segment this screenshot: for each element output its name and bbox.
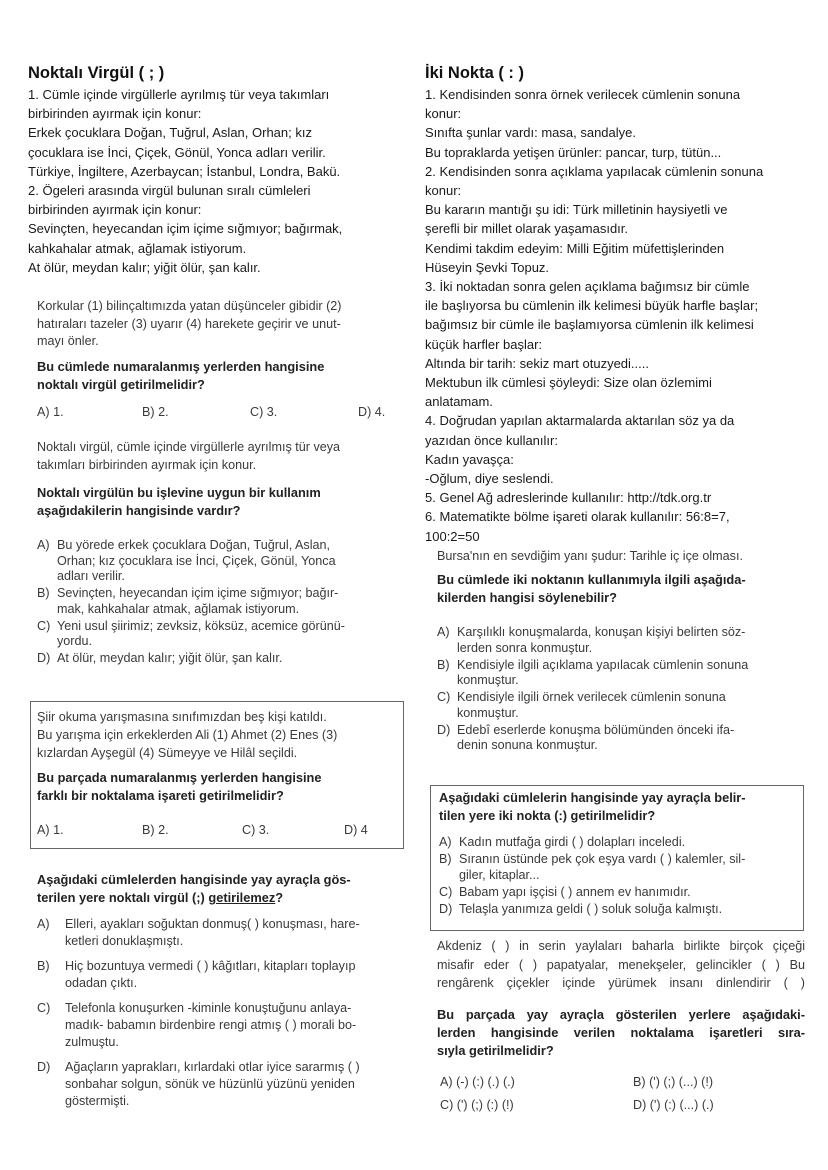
rule-line: Bu kararın mantığı şu idi: Türk milletinin haysiyetli ve <box>425 202 728 218</box>
question-7-prompt <box>437 1006 805 1060</box>
rule-line: -Oğlum, diye seslendi. <box>425 471 554 487</box>
option-text <box>457 690 726 721</box>
option-label: B) <box>437 657 450 672</box>
rule-line: ile başlıyorsa bu cümlenin ilk kelimesi büyük harfle başlar; <box>425 298 759 314</box>
option-line: Edebî eserlerde konuşma bölümünden önceki ifa- <box>457 722 735 737</box>
rule-line: birbirinden ayırmak için konur: <box>28 106 202 122</box>
option-d[interactable]: D) (') (:) (...) (.) <box>633 1098 714 1112</box>
option-label: B) <box>37 586 50 600</box>
passage-line: takımları birbirinden ayırmak için konur. <box>37 457 257 472</box>
option-text <box>459 902 722 918</box>
question-7-passage <box>437 937 805 993</box>
question-6-options <box>439 835 745 919</box>
option-d[interactable]: D) 4 <box>344 823 368 837</box>
option-line: ketleri donuklaşmıştı. <box>65 934 184 948</box>
answer-option[interactable] <box>437 723 748 754</box>
option-line: Sevinçten, heyecandan içim içime sığmıyor; bağır- <box>57 586 339 600</box>
option-text <box>57 651 282 667</box>
passage-line: Şiir okuma yarışmasına sınıfımızdan beş kişi katıldı. <box>37 710 327 724</box>
passage-line: Korkular (1) bilinçaltımızda yatan düşünceler gibidir (2) <box>37 299 342 313</box>
passage-line: Bursa'nın en sevdiğim yanı şudur: Tarihle iç içe olması. <box>437 549 743 563</box>
prompt-line: Aşağıdaki cümlelerin hangisinde yay ayraçla belir- <box>439 790 746 805</box>
question-2-options <box>37 538 345 668</box>
passage-line: rengârenk çiçekler içinde yürümek insanı dinlendirir ( ) <box>437 976 805 990</box>
question-1-options <box>37 403 385 421</box>
option-line: Ağaçların yaprakları, kırlardaki otlar iyice sararmış ( ) <box>65 1060 360 1074</box>
question-2-passage <box>37 439 340 474</box>
option-line: göstermişti. <box>65 1094 130 1108</box>
section-heading-semicolon: Noktalı Virgül ( ; ) <box>28 64 165 82</box>
option-text <box>459 885 691 901</box>
question-3-box <box>30 701 404 849</box>
rule-line: 3. İki noktadan sonra gelen açıklama bağımsız bir cümle <box>425 279 750 295</box>
option-label: A) <box>37 917 50 931</box>
option-label: D) <box>37 1060 51 1074</box>
rule-line: Erkek çocuklara Doğan, Tuğrul, Aslan, Orhan; kız <box>28 125 312 141</box>
rule-line: 2. Ögeleri arasında virgül bulunan sıralı cümleleri <box>28 183 311 199</box>
rule-line: 100:2=50 <box>425 528 480 544</box>
rule-line: küçük harfler başlar: <box>425 336 543 352</box>
rule-line: 5. Genel Ağ adreslerinde kullanılır: http://tdk.org.tr <box>425 490 712 506</box>
question-6-prompt <box>439 789 746 824</box>
question-4-prompt <box>37 871 351 907</box>
rule-line: bağımsız bir cümle ile başlamıyorsa cümlenin ilk kelimesi <box>425 317 754 333</box>
prompt-line: lerden hangisinde verilen noktalama işaretleri sıra- <box>437 1025 805 1040</box>
question-7-options <box>440 1071 714 1117</box>
answer-option[interactable] <box>37 1000 360 1051</box>
option-line: Kadın mutfağa girdi ( ) dolapları inceledi. <box>459 835 686 849</box>
prompt-line: kilerden hangisi söylenebilir? <box>437 590 617 605</box>
option-c[interactable]: C) (') (;) (:) (!) <box>440 1098 514 1112</box>
rule-line: At ölür, meydan kalır; yiğit ölür, şan kalır. <box>28 259 261 275</box>
question-4-options <box>37 916 360 1118</box>
option-line: Kendisiyle ilgili örnek verilecek cümlenin sonuna <box>457 690 726 704</box>
answer-option[interactable] <box>37 538 345 585</box>
prompt-line: Bu parçada numaralanmış yerlerden hangisine <box>37 770 322 785</box>
question-1-passage <box>37 298 341 351</box>
option-line: Orhan; kız çocuklara ise İnci, Çiçek, Gönül, Yonca <box>57 553 336 568</box>
option-line: lerden sonra konmuştur. <box>457 640 593 655</box>
answer-option[interactable] <box>37 1059 360 1110</box>
question-3-prompt <box>37 769 321 805</box>
prompt-line: Bu cümlede iki noktanın kullanımıyla ilgili aşağıda- <box>437 572 746 587</box>
option-text <box>457 625 745 656</box>
option-a[interactable]: A) 1. <box>37 405 64 419</box>
section-heading-colon: İki Nokta ( : ) <box>425 64 525 82</box>
option-text <box>65 958 355 992</box>
answer-option[interactable] <box>439 885 745 901</box>
option-label: D) <box>439 901 453 916</box>
option-d[interactable]: D) 4. <box>358 405 386 419</box>
option-label: B) <box>37 959 50 973</box>
option-line: Bu yörede erkek çocuklara Doğan, Tuğrul, Aslan, <box>57 538 331 552</box>
option-line: At ölür, meydan kalır; yiğit ölür, şan kalır. <box>57 651 283 665</box>
option-label: C) <box>439 884 453 899</box>
option-label: D) <box>437 722 451 737</box>
emphasized-word: getirilemez <box>208 890 276 905</box>
answer-option[interactable] <box>439 902 745 918</box>
rule-line: Hüseyin Şevki Topuz. <box>425 259 550 275</box>
option-label: C) <box>37 618 51 633</box>
option-b[interactable]: B) 2. <box>142 405 169 419</box>
prompt-line: aşağıdakilerin hangisinde vardır? <box>37 503 241 518</box>
answer-option[interactable] <box>37 916 360 950</box>
answer-option[interactable] <box>437 625 748 656</box>
rule-line: Kadın yavaşça: <box>425 451 514 467</box>
passage-line: hatıraları tazeler (3) uyarır (4) harekete geçirir ve unut- <box>37 316 341 331</box>
option-c[interactable]: C) 3. <box>250 405 278 419</box>
option-text <box>57 538 336 585</box>
passage-line: Noktalı virgül, cümle içinde virgüllerle ayrılmış tür veya <box>37 440 341 454</box>
option-text <box>65 1000 356 1051</box>
prompt-line: Bu cümlede numaralanmış yerlerden hangisine <box>37 359 325 374</box>
prompt-text: terilen yere noktalı virgül (;) <box>37 890 209 905</box>
option-line: Telefonla konuşurken -kiminle konuştuğunu anlaya- <box>65 1001 352 1015</box>
option-b[interactable]: B) (') (;) (...) (!) <box>633 1075 714 1089</box>
question-3-options <box>37 821 368 839</box>
option-label: A) <box>37 538 50 552</box>
option-text <box>57 586 338 617</box>
option-line: adları verilir. <box>57 569 125 583</box>
option-line: Sıranın üstünde pek çok eşya vardı ( ) kalemler, sil- <box>459 852 746 866</box>
option-c[interactable]: C) 3. <box>242 823 270 837</box>
rule-line: Sevinçten, heyecandan içim içime sığmıyor; bağırmak, <box>28 221 343 237</box>
prompt-line: farklı bir noktalama işareti getirilmelidir? <box>37 788 284 803</box>
rule-line: şerefli bir millet olarak yaşamasıdır. <box>425 221 629 237</box>
option-label: A) <box>437 625 450 639</box>
option-text <box>459 835 685 851</box>
passage-line: mayı önler. <box>37 334 99 348</box>
answer-option[interactable] <box>37 619 345 650</box>
answer-option[interactable] <box>437 658 748 689</box>
option-line: zulmuştu. <box>65 1035 119 1049</box>
option-line: Elleri, ayakları soğuktan donmuş( ) konuşması, hare- <box>65 917 360 931</box>
rule-line: konur: <box>425 106 462 122</box>
option-label: A) <box>439 835 452 849</box>
rule-line: birbirinden ayırmak için konur: <box>28 202 202 218</box>
option-line: giler, kitaplar... <box>459 867 540 882</box>
rule-line: yazıdan önce kullanılır: <box>425 432 558 448</box>
rule-line: Bu topraklarda yetişen ürünler: pancar, turp, tütün... <box>425 144 722 160</box>
rule-line: Altında bir tarih: sekiz mart otuzyedi..... <box>425 355 649 371</box>
option-line: Karşılıklı konuşmalarda, konuşan kişiyi belirten söz- <box>457 625 746 639</box>
question-5-passage <box>437 548 743 565</box>
option-line: konmuştur. <box>457 705 519 720</box>
option-line: yordu. <box>57 634 93 648</box>
option-text <box>457 723 734 754</box>
option-label: D) <box>37 651 51 665</box>
option-text <box>65 916 360 950</box>
question-5-options <box>437 625 748 755</box>
passage-line: Bu yarışma için erkeklerden Ali (1) Ahmet (2) Enes (3) <box>37 728 338 742</box>
option-line: Yeni usul şiirimiz; zevksiz, köksüz, acemice görünü- <box>57 618 345 633</box>
passage-line: Akdeniz ( ) in serin yaylaları baharla birlikte birçok çiçeği <box>437 939 805 953</box>
question-2-prompt <box>37 484 321 520</box>
rule-line: 1. Kendisinden sonra örnek verilecek cümlenin sonuna <box>425 87 741 102</box>
option-line: madık- babamın birdenbire rengi atmış ( ) morali bo- <box>65 1018 357 1032</box>
option-line: Hiç bozuntuya vermedi ( ) kâğıtları, kitapları toplayıp <box>65 959 356 973</box>
prompt-line: tilen yere iki nokta (:) getirilmelidir? <box>439 807 656 823</box>
option-line: konmuştur. <box>457 673 519 687</box>
option-a[interactable]: A) (-) (:) (.) (.) <box>440 1075 515 1089</box>
option-label: B) <box>439 852 452 866</box>
question-5-prompt <box>437 571 746 607</box>
option-text <box>65 1059 360 1110</box>
rule-line: 1. Cümle içinde virgüllerle ayrılmış tür veya takımları <box>28 87 330 102</box>
rule-line: 2. Kendisinden sonra açıklama yapılacak cümlenin sonuna <box>425 163 764 179</box>
option-label: C) <box>437 690 451 704</box>
answer-option[interactable] <box>439 852 745 883</box>
rule-line: Mektubun ilk cümlesi şöyleydi: Size olan özlemimi <box>425 375 712 391</box>
answer-option[interactable] <box>439 835 745 851</box>
option-text <box>57 619 345 650</box>
option-line: denin sonuna konmuştur. <box>457 738 598 752</box>
answer-option[interactable] <box>437 690 748 721</box>
prompt-text: ? <box>275 890 284 905</box>
option-a[interactable]: A) 1. <box>37 823 64 837</box>
question-3-passage <box>37 708 337 762</box>
option-line: Babam yapı işçisi ( ) annem ev hanımıdır. <box>459 884 691 899</box>
question-1-prompt <box>37 358 324 394</box>
option-text <box>459 852 745 883</box>
answer-option[interactable] <box>37 958 360 992</box>
rule-line: Kendimi takdim edeyim: Milli Eğitim müfettişlerinden <box>425 240 725 256</box>
question-6-box <box>430 785 804 931</box>
prompt-line: noktalı virgül getirilmelidir? <box>37 377 205 392</box>
colon-rules <box>425 85 763 546</box>
option-b[interactable]: B) 2. <box>142 823 169 837</box>
option-line: Kendisiyle ilgili açıklama yapılacak cümlenin sonuna <box>457 657 749 672</box>
prompt-line: Aşağıdaki cümlelerden hangisinde yay ayraçla gös- <box>37 872 351 887</box>
semicolon-rules <box>28 85 342 277</box>
option-line: odadan çıktı. <box>65 976 138 990</box>
rule-line: anlatamam. <box>425 394 493 410</box>
answer-option[interactable] <box>37 586 345 617</box>
prompt-line: Noktalı virgülün bu işlevine uygun bir kullanım <box>37 485 321 500</box>
option-text <box>457 658 748 689</box>
option-line: mak, kahkahalar atmak, ağlamak istiyorum. <box>57 601 300 616</box>
rule-line: Sınıfta şunlar vardı: masa, sandalye. <box>425 125 636 141</box>
option-label: C) <box>37 1001 51 1015</box>
rule-line: 6. Matematikte bölme işareti olarak kullanılır: 56:8=7, <box>425 509 730 525</box>
option-line: Telaşla yanımıza geldi ( ) soluk soluğa kalmıştı. <box>459 901 723 916</box>
answer-option[interactable] <box>37 651 345 667</box>
rule-line: konur: <box>425 183 462 199</box>
rule-line: 4. Doğrudan yapılan aktarmalarda aktarılan söz ya da <box>425 413 735 429</box>
prompt-line <box>37 889 351 907</box>
rule-line: kahkahalar atmak, ağlamak istiyorum. <box>28 240 247 256</box>
prompt-line: sıyla getirilmelidir? <box>437 1043 554 1058</box>
prompt-line: Bu parçada yay ayraçla gösterilen yerlere aşağıdaki- <box>437 1007 805 1022</box>
option-line: sonbahar solgun, sönük ve hüzünlü yüzünü yeniden <box>65 1077 355 1091</box>
passage-line: misafir eder ( ) papatyalar, menekşeler, gelincikler ( ) Bu <box>437 957 805 972</box>
rule-line: çocuklara ise İnci, Çiçek, Gönül, Yonca adları verilir. <box>28 144 326 160</box>
passage-line: kızlardan Ayşegül (4) Sümeyye ve Hilâl seçildi. <box>37 746 298 760</box>
rule-line: Türkiye, İngiltere, Azerbaycan; İstanbul, Londra, Bakü. <box>28 163 341 179</box>
